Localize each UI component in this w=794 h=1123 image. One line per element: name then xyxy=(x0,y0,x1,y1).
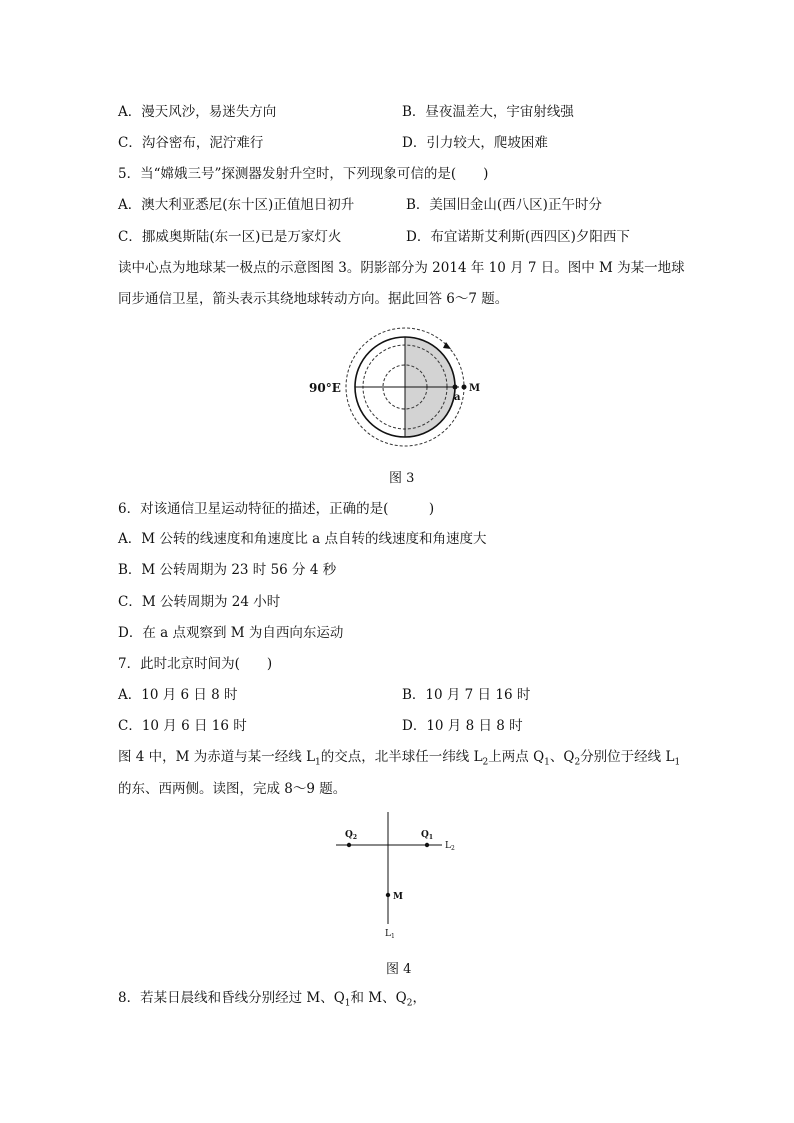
label-q1: $Q_1$ xyxy=(421,830,434,841)
q5-option-b: B．美国旧金山(西八区)正午时分 xyxy=(406,197,602,213)
label-m: M xyxy=(469,383,481,394)
point-a xyxy=(453,385,458,390)
label-a: a xyxy=(454,392,461,403)
label-l2: $L_2$ xyxy=(445,841,455,852)
q7-option-d: D．10 月 8 日 8 时 xyxy=(402,718,523,734)
q7-stem: 7．此时北京时间为( ) xyxy=(118,656,273,672)
point-q1 xyxy=(425,843,429,847)
q6-stem: 6．对该通信卫星运动特征的描述，正确的是( ) xyxy=(118,501,435,517)
q5-stem: 5．当“嫦娥三号”探测器发射升空时，下列现象可信的是( ) xyxy=(118,166,489,182)
q6-option-c: C．M 公转周期为 24 小时 xyxy=(118,594,281,610)
q8-stem: 8．若某日晨线和昏线分别经过 M、$Q_1$和 M、$Q_2$， xyxy=(118,990,426,1009)
q4-option-a: A．漫天风沙，易迷失方向 xyxy=(118,104,277,120)
q5-option-d: D．布宜诺斯艾利斯(西四区)夕阳西下 xyxy=(406,229,630,245)
q6-option-d: D．在 a 点观察到 M 为自西向东运动 xyxy=(118,625,344,641)
q7-option-c: C．10 月 6 日 16 时 xyxy=(118,718,247,734)
figure-3-caption: 图 3 xyxy=(389,471,415,486)
figure-4 xyxy=(330,808,470,943)
label-q2: $Q_2$ xyxy=(345,830,358,841)
point-q2 xyxy=(347,843,351,847)
q7-option-a: A．10 月 6 日 8 时 xyxy=(118,687,238,703)
intro-6-7-line1: 读中心点为地球某一极点的示意图图 3。阴影部分为 2014 年 10 月 7 日。图中 M 为某一地球 xyxy=(118,260,685,276)
label-l1: $L_1$ xyxy=(385,929,395,940)
q4-option-d: D．引力较大，爬坡困难 xyxy=(402,135,548,151)
q4-option-c: C．沟谷密布，泥泞难行 xyxy=(118,135,264,151)
label-m: M xyxy=(393,892,403,902)
figure-4-caption: 图 4 xyxy=(386,962,412,977)
q4-option-b: B．昼夜温差大，宇宙射线强 xyxy=(402,104,574,120)
label-90e: 90°E xyxy=(309,381,341,395)
point-m xyxy=(386,893,390,897)
intro-6-7-line2: 同步通信卫星，箭头表示其绕地球转动方向。据此回答 6～7 题。 xyxy=(118,291,509,307)
intro-8-9-line1: 图 4 中，M 为赤道与某一经线 $L_1$的交点，北半球任一纬线 $L_2$上两点 $Q_1$、$Q_2$分别位于经线 $L_1$ xyxy=(118,749,681,768)
q7-option-b: B．10 月 7 日 16 时 xyxy=(402,687,531,703)
point-m xyxy=(462,385,467,390)
q5-option-c: C．挪威奥斯陆(东一区)已是万家灯火 xyxy=(118,229,342,245)
q6-option-a: A．M 公转的线速度和角速度比 a 点自转的线速度和角速度大 xyxy=(118,531,487,547)
q5-option-a: A．澳大利亚悉尼(东十区)正值旭日初升 xyxy=(118,197,355,213)
intro-8-9-line2: 的东、西两侧。读图，完成 8～9 题。 xyxy=(118,781,347,797)
q6-option-b: B．M 公转周期为 23 时 56 分 4 秒 xyxy=(118,562,337,578)
figure-3 xyxy=(300,322,500,462)
